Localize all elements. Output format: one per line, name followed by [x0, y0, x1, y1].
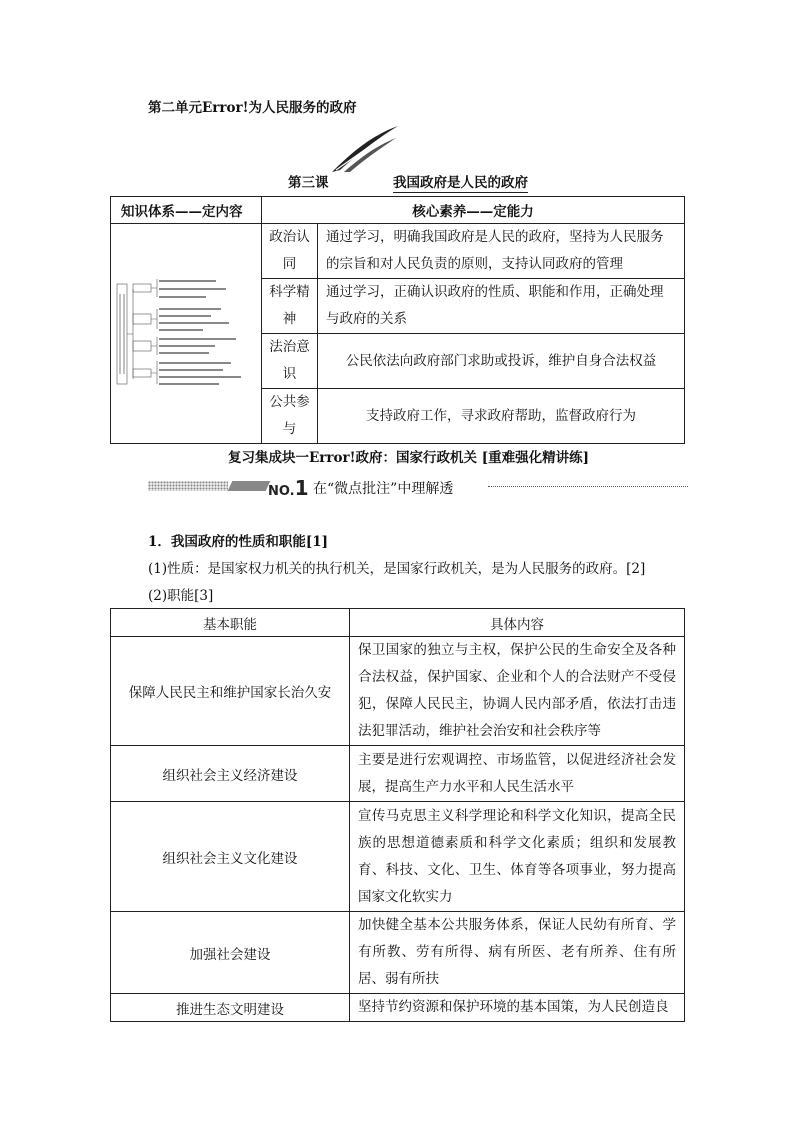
lesson-name: 我国政府是人民的政府: [393, 171, 528, 193]
functions-table-header: [111, 609, 685, 637]
function-name: 保障人民民主和维护国家长治久安: [111, 637, 350, 746]
literacy-description: 通过学习，明确我国政府是人民的政府，坚持为人民服务的宗旨和对人民负责的原则，支持认同政府的管理: [318, 224, 685, 279]
table-row: [111, 912, 685, 994]
bar-decoration: [228, 481, 271, 491]
paragraph-functions: (2)职能[3]: [148, 588, 214, 604]
function-name: 组织社会主义文化建设: [111, 802, 350, 912]
unit-title: 第二单元Error!为人民服务的政府: [148, 100, 357, 116]
review-block-title: 复习集成块一Error!政府：国家行政机关 [重难强化精讲练]: [228, 450, 590, 466]
literacy-description: 支持政府工作，寻求政府帮助，监督政府行为: [318, 389, 685, 444]
function-name: 组织社会主义经济建设: [111, 746, 350, 802]
table-row: [111, 637, 685, 746]
section-number-badge: NO.1: [268, 476, 309, 500]
category-political-identity: 政治认 同: [262, 224, 318, 279]
mind-map-diagram: [111, 229, 261, 439]
knowledge-table: [110, 196, 685, 444]
header-core-literacy: 核心素养——定能力: [262, 197, 685, 224]
table-row: [111, 746, 685, 802]
header-basic-function: 基本职能: [111, 609, 350, 637]
table-row: [111, 802, 685, 912]
category-public-participation: 公共参 与: [262, 389, 318, 444]
knowledge-table-header: [111, 197, 685, 224]
literacy-description: 公民依法向政府部门求助或投诉，维护自身合法权益: [318, 334, 685, 389]
function-content: 保卫国家的独立与主权，保护公民的生命安全及各种合法权益，保护国家、企业和个人的合法财产不受侵犯，保障人民民主，协调人民内部矛盾，依法打击违法犯罪活动，维护社会治安和社会秩序等: [350, 637, 685, 746]
literacy-description: 通过学习，正确认识政府的性质、职能和作用，正确处理与政府的关系: [318, 279, 685, 334]
swoosh-decoration-icon: [330, 124, 400, 174]
function-content: 主要是进行宏观调控、市场监管，以促进经济社会发展，提高生产力水平和人民生活水平: [350, 746, 685, 802]
section-banner: [148, 476, 688, 498]
function-content: 加快健全基本公共服务体系，保证人民幼有所育、学有所教、劳有所得、病有所医、老有所养、住有所居、弱有所扶: [350, 912, 685, 994]
category-rule-of-law: 法治意 识: [262, 334, 318, 389]
function-content: 坚持节约资源和保护环境的基本国策，为人民创造良: [350, 994, 685, 1022]
category-scientific-spirit: 科学精 神: [262, 279, 318, 334]
dotted-decoration: [148, 481, 228, 491]
header-specific-content: 具体内容: [350, 609, 685, 637]
table-row: [111, 994, 685, 1022]
dotted-rule: [488, 486, 688, 487]
header-knowledge-system: 知识体系——定内容: [111, 197, 262, 224]
paragraph-heading: 1．我国政府的性质和职能[1]: [148, 534, 329, 550]
mind-map-cell: [111, 224, 262, 444]
table-row: [111, 224, 685, 279]
functions-table: [110, 608, 685, 1022]
function-name: 推进生态文明建设: [111, 994, 350, 1022]
section-heading: 在“微点批注”中理解透: [313, 481, 454, 497]
function-content: 宣传马克思主义科学理论和科学文化知识，提高全民族的思想道德素质和科学文化素质；组织和发展教育、科技、文化、卫生、体育等各项事业，努力提高国家文化软实力: [350, 802, 685, 912]
function-name: 加强社会建设: [111, 912, 350, 994]
lesson-label: 第三课: [288, 175, 329, 191]
paragraph-nature: (1)性质：是国家权力机关的执行机关，是国家行政机关，是为人民服务的政府。[2]: [148, 561, 646, 577]
